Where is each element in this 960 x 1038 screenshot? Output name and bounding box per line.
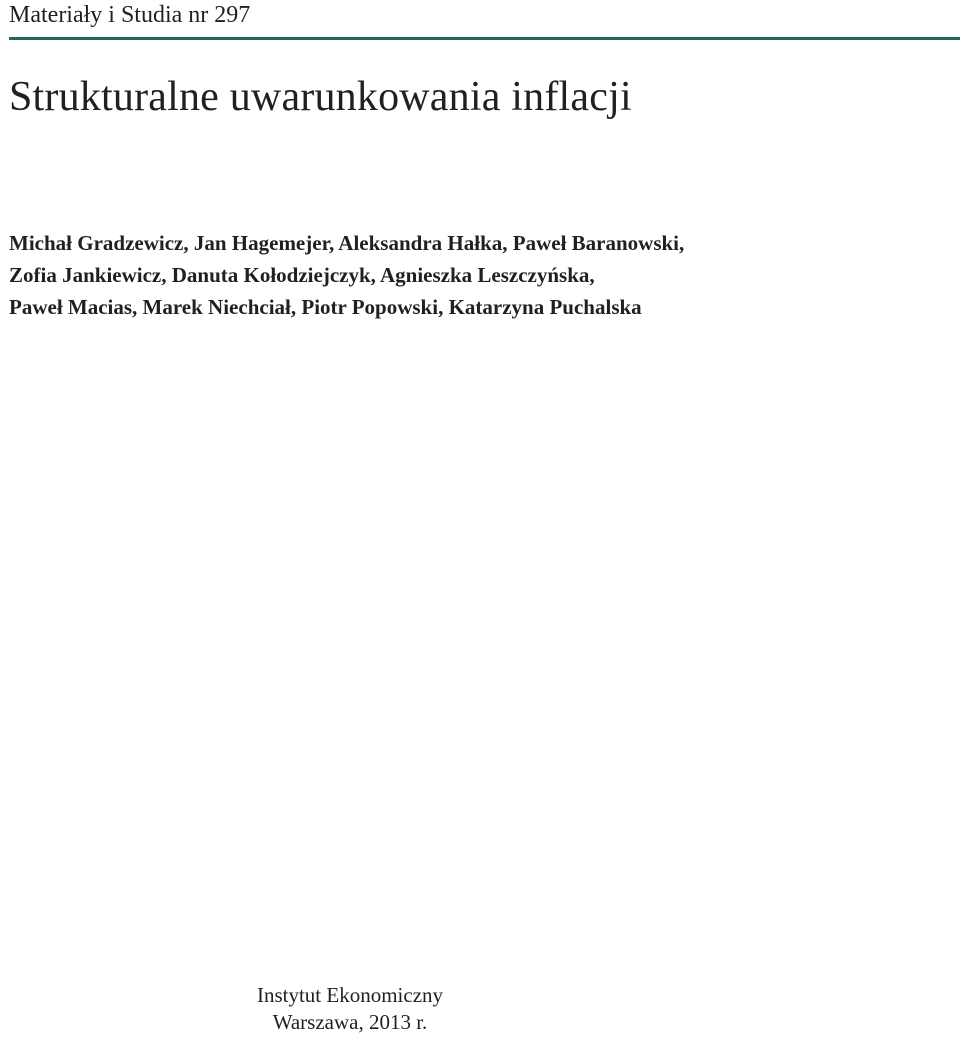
publication-place-date: Warszawa, 2013 r. xyxy=(272,1010,428,1034)
imprint xyxy=(200,982,500,1036)
header-rule xyxy=(9,37,960,40)
series-title: Materiały i Studia nr 297 xyxy=(9,2,251,28)
publisher-name: Instytut Ekonomiczny xyxy=(256,983,444,1007)
document-title: Strukturalne uwarunkowania inflacji xyxy=(9,74,632,120)
author-line: Zofia Jankiewicz, Danuta Kołodziejczyk, Agnieszka Leszczyńska, xyxy=(9,263,595,287)
author-list xyxy=(9,227,954,323)
author-line: Paweł Macias, Marek Niechciał, Piotr Popowski, Katarzyna Puchalska xyxy=(9,295,642,319)
author-line: Michał Gradzewicz, Jan Hagemejer, Aleksandra Hałka, Paweł Baranowski, xyxy=(9,231,685,255)
